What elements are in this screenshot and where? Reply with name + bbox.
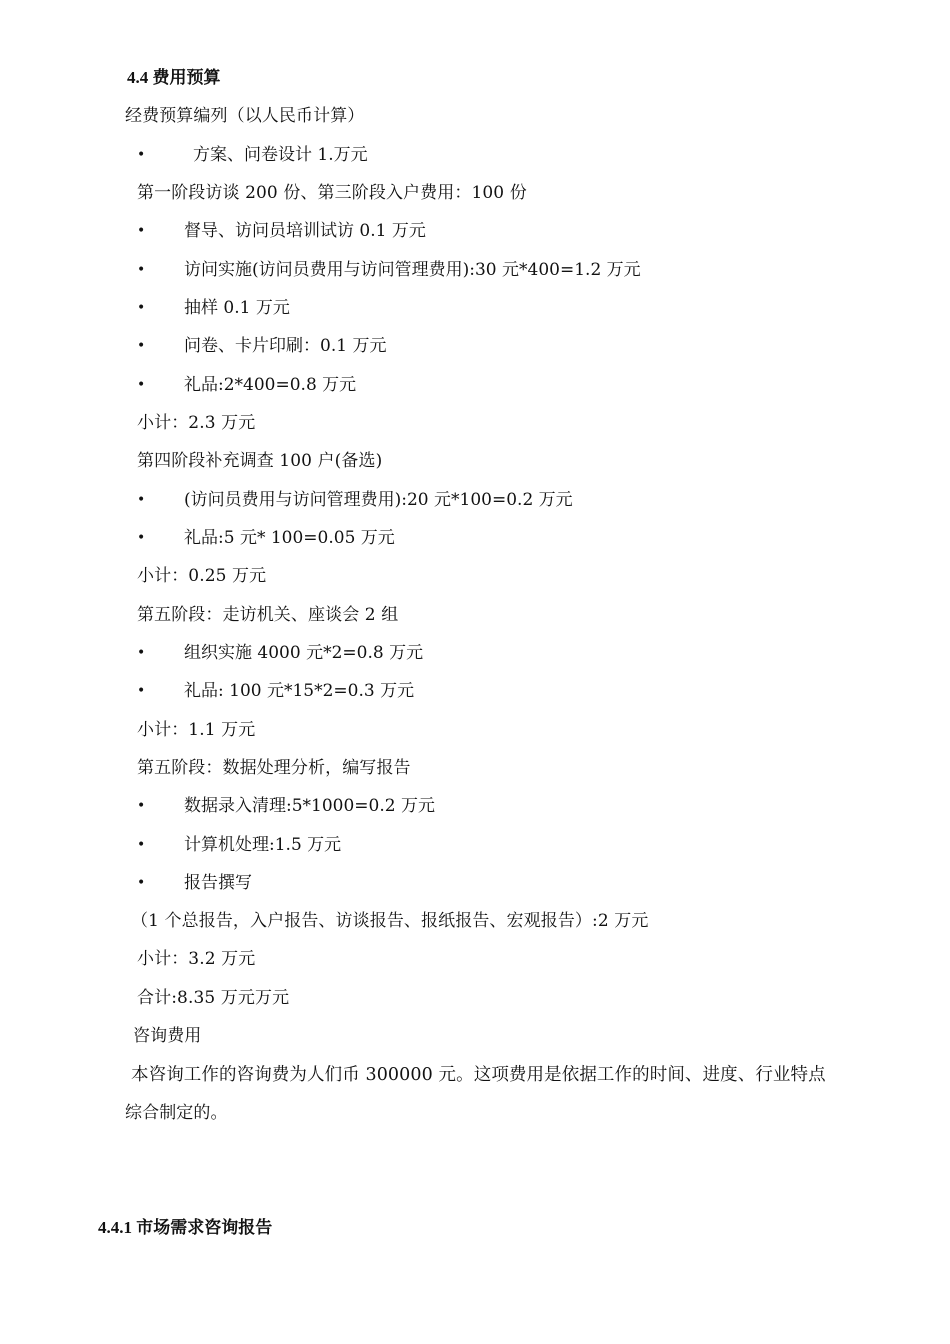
list-item-text: 抽样 0.1 万元 <box>184 298 290 318</box>
report-detail: （1 个总报告，入户报告、访谈报告、报纸报告、宏观报告）:2 万元 <box>131 911 649 931</box>
subtotal: 小计：2.3 万元 <box>137 413 256 433</box>
stage-header: 第五阶段：走访机关、座谈会 2 组 <box>137 605 399 625</box>
bullet-icon: • <box>137 798 146 814</box>
bullet-icon: • <box>137 300 146 316</box>
subtotal: 小计：1.1 万元 <box>137 720 256 740</box>
list-item-text: 礼品:2*400=0.8 万元 <box>184 375 357 395</box>
bullet-icon: • <box>137 147 146 163</box>
bullet-icon: • <box>137 875 146 891</box>
next-section-title: 4.4.1 市场需求咨询报告 <box>98 1218 273 1237</box>
bullet-icon: • <box>137 530 146 546</box>
bullet-icon: • <box>137 223 146 239</box>
list-item-text: 计算机处理:1.5 万元 <box>184 835 342 855</box>
bullet-icon: • <box>137 262 146 278</box>
consult-paragraph-line1: 本咨询工作的咨询费为人们币 300000 元。这项费用是依据工作的时间、进度、行业特点 <box>131 1065 826 1085</box>
list-item-text: 报告撰写 <box>184 873 252 893</box>
stage-header: 第一阶段访谈 200 份、第三阶段入户费用：100 份 <box>137 183 527 203</box>
bullet-icon: • <box>137 645 146 661</box>
stage-header: 第四阶段补充调查 100 户(备选) <box>137 451 383 471</box>
subtotal: 小计：3.2 万元 <box>137 949 256 969</box>
list-item-text: 访问实施(访问员费用与访问管理费用):30 元*400=1.2 万元 <box>184 260 641 280</box>
stage-header: 第五阶段：数据处理分析，编写报告 <box>137 758 411 778</box>
list-item-text: 督导、访问员培训试访 0.1 万元 <box>184 221 426 241</box>
section-title: 4.4 费用预算 <box>127 68 221 87</box>
bullet-icon: • <box>137 837 146 853</box>
list-item-text: 礼品:5 元* 100=0.05 万元 <box>184 528 395 548</box>
subtotal: 小计：0.25 万元 <box>137 566 267 586</box>
consult-paragraph-line2: 综合制定的。 <box>125 1103 228 1123</box>
list-item-text: 组织实施 4000 元*2=0.8 万元 <box>184 643 424 663</box>
bullet-icon: • <box>137 492 146 508</box>
list-item-text: 问卷、卡片印刷：0.1 万元 <box>184 336 387 356</box>
list-item-text: 数据录入清理:5*1000=0.2 万元 <box>184 796 435 816</box>
list-item-text: (访问员费用与访问管理费用):20 元*100=0.2 万元 <box>184 490 573 510</box>
grand-total: 合计:8.35 万元万元 <box>137 988 290 1008</box>
list-item-text: 礼品: 100 元*15*2=0.3 万元 <box>184 681 415 701</box>
bullet-icon: • <box>137 338 146 354</box>
budget-intro: 经费预算编列（以人民币计算） <box>125 106 365 126</box>
bullet-icon: • <box>137 683 146 699</box>
list-item-text: 方案、问卷设计 1.万元 <box>193 145 368 165</box>
bullet-icon: • <box>137 377 146 393</box>
consult-label: 咨询费用 <box>133 1026 202 1046</box>
